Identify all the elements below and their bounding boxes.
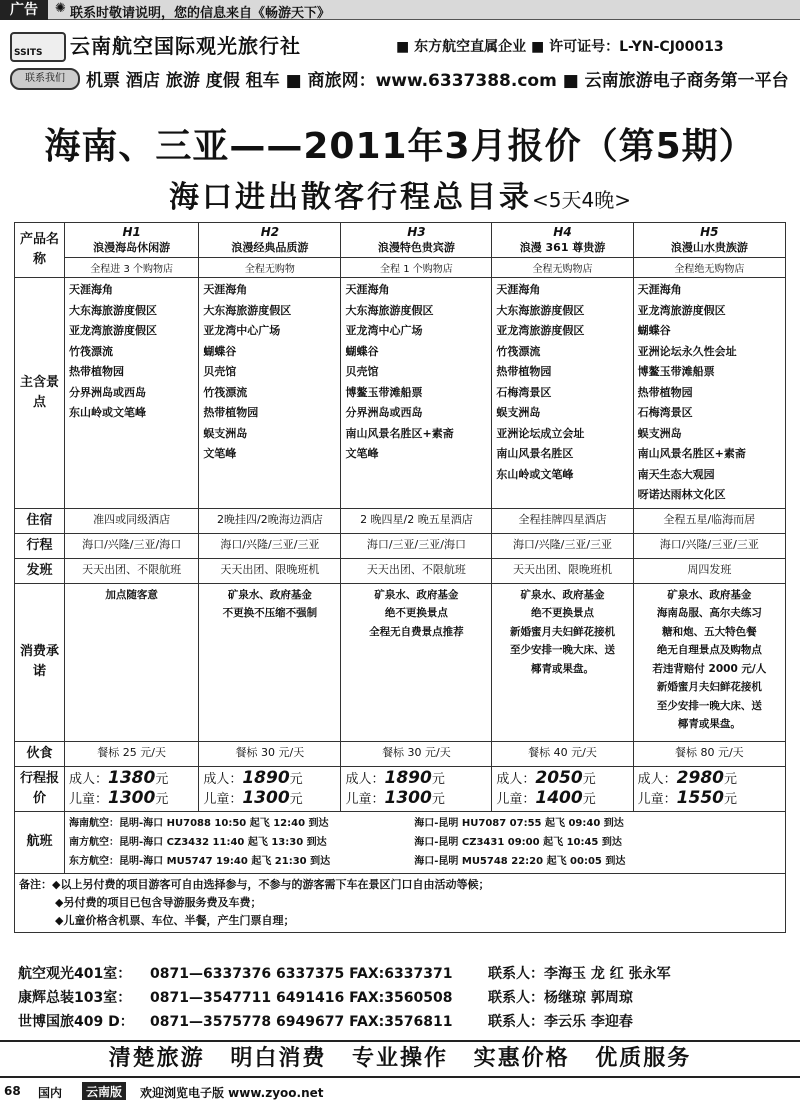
spot-item: 博鳌玉带滩船票 — [345, 385, 423, 399]
adult-label: 成人： — [345, 771, 385, 787]
ad-bar — [0, 0, 800, 20]
product-code: H3 — [407, 225, 426, 239]
hotel-cell: 2晚挂四/2晚海边酒店 — [199, 508, 341, 533]
departure-cell: 周四发班 — [633, 558, 785, 583]
meals-cell: 餐标 80 元/天 — [633, 741, 785, 766]
promise-item: 绝不更换景点 — [531, 607, 594, 619]
contact-people: 联系人：李海玉 龙 红 张永军 — [488, 966, 671, 982]
contact-row — [18, 962, 788, 986]
label-route: 行程 — [15, 533, 65, 558]
product-name: 浪漫特色贵宾游 — [377, 241, 455, 254]
shop-note: 全程 1 个购物店 — [341, 257, 491, 275]
spot-item: 文笔峰 — [345, 447, 379, 460]
price-unit: 元 — [431, 771, 445, 787]
spot-item: 蜈支洲岛 — [203, 426, 248, 440]
product-cell — [633, 223, 785, 278]
agency-name: 云南航空国际观光旅行社 — [70, 34, 301, 58]
edition-badge: 云南版 — [82, 1082, 126, 1100]
promise-item: 矿泉水、政府基金 — [667, 588, 752, 601]
promise-item: 矿泉水、政府基金 — [374, 588, 459, 601]
notes-cell — [15, 873, 786, 932]
row-route — [15, 533, 786, 558]
promise-item: 绝无自理景点及购物点 — [656, 644, 762, 656]
spot-item: 分界洲岛或西岛 — [345, 406, 423, 419]
section-label: 国内 — [38, 1086, 63, 1100]
adult-price — [69, 769, 194, 789]
page-title: 海南、三亚——2011年3月报价（第5期） — [44, 126, 756, 167]
spot-item: 大东海旅游度假区 — [69, 303, 157, 317]
child-label: 儿童： — [637, 791, 677, 807]
contact-row — [18, 986, 788, 1010]
row-hotel — [15, 508, 786, 533]
price-unit: 元 — [724, 771, 738, 787]
promise-item: 海南岛服、高尔夫练习 — [656, 607, 762, 619]
row-price — [15, 766, 786, 811]
logo-text: SSITS — [14, 48, 43, 58]
promise-item: 新婚蜜月夫妇鲜花接机 — [510, 625, 615, 638]
flight-row: 海南航空：昆明-海口 HU7088 10:50 起飞 12:40 到达 — [69, 817, 329, 829]
label-hotel: 住宿 — [15, 508, 65, 533]
contacts-block — [18, 962, 788, 1034]
spots-cell — [199, 278, 341, 509]
product-code: H5 — [700, 225, 719, 239]
meals-cell: 餐标 30 元/天 — [341, 741, 492, 766]
child-price — [638, 789, 781, 809]
product-name: 浪漫经典品质游 — [231, 241, 309, 254]
flights-outbound — [69, 814, 411, 871]
route-cell: 海口/兴隆/三亚/海口 — [65, 533, 199, 558]
agency-services: 机票 酒店 旅游 度假 租车 ■ 商旅网：www.6337388.com ■ 云南旅游电子商务第一平台 — [86, 71, 789, 91]
page-subtitle — [0, 172, 800, 216]
agency-logo — [10, 32, 66, 62]
child-amount: 1300 — [242, 787, 290, 808]
spot-item: 贝壳馆 — [345, 365, 379, 378]
adult-amount: 1890 — [242, 767, 290, 788]
label-meals: 伙食 — [15, 741, 65, 766]
page-footer — [0, 1082, 800, 1100]
spot-item: 亚龙湾旅游度假区 — [69, 324, 157, 337]
departure-cell: 天天出团、不限航班 — [65, 558, 199, 583]
adult-amount: 2050 — [535, 767, 583, 788]
route-cell: 海口/三亚/三亚/海口 — [341, 533, 492, 558]
child-amount: 1400 — [535, 787, 583, 808]
spots-cell — [65, 278, 199, 509]
flight-row: 南方航空：昆明-海口 CZ3432 11:40 起飞 13:30 到达 — [69, 836, 327, 848]
product-cell — [492, 223, 633, 278]
promise-item: 绝不更换景点 — [384, 607, 448, 619]
price-unit: 元 — [155, 791, 169, 807]
promise-item: 糖和炮、五大特色餐 — [662, 625, 757, 638]
spot-item: 文笔峰 — [203, 447, 237, 460]
hotel-cell: 全程挂牌四星酒店 — [492, 508, 633, 533]
price-unit: 元 — [155, 771, 169, 787]
spot-item: 大东海旅游度假区 — [345, 303, 434, 317]
spot-item: 竹筏漂流 — [496, 344, 541, 358]
page-number: 68 — [4, 1084, 21, 1098]
contact-tel: 0871—3575778 6949677 FAX:3576811 — [150, 1014, 453, 1030]
ad-text: 联系时敬请说明，您的信息来自《畅游天下》 — [70, 6, 331, 21]
spot-item: 蝴蝶谷 — [345, 344, 379, 358]
price-unit: 元 — [582, 771, 596, 787]
child-label: 儿童： — [69, 791, 109, 807]
shop-note: 全程绝无购物店 — [634, 257, 785, 275]
spot-item: 亚洲论坛永久性会址 — [637, 344, 737, 358]
spot-item: 亚龙湾中心广场 — [203, 324, 281, 337]
promise-item: 全程无自费景点推荐 — [369, 625, 464, 638]
adult-price — [203, 769, 336, 789]
adult-label: 成人： — [69, 771, 109, 787]
spots-cell — [633, 278, 785, 509]
spot-item: 呀诺达雨林文化区 — [637, 488, 726, 501]
agency-header — [6, 28, 796, 98]
product-code: H1 — [122, 225, 141, 239]
row-notes — [15, 873, 786, 932]
adult-label: 成人： — [203, 771, 243, 787]
spot-item: 蜈支洲岛 — [496, 406, 541, 419]
row-promise — [15, 583, 786, 741]
flights-cell — [65, 811, 786, 873]
hotel-cell: 准四或同级酒店 — [65, 508, 199, 533]
promise-item: 至少安排一晚大床、送 — [510, 644, 615, 656]
price-unit: 元 — [582, 791, 596, 807]
promise-item: 椰青或果盘。 — [677, 718, 741, 730]
spot-item: 博鳌玉带滩船票 — [637, 365, 715, 378]
adult-price — [638, 769, 781, 789]
spot-item: 南天生态大观园 — [637, 467, 715, 481]
spot-item: 蝴蝶谷 — [637, 324, 671, 337]
note-line: ◆儿童价格含机票、车位、半餐，产生门票自理； — [55, 913, 295, 927]
adult-price — [345, 769, 487, 789]
label-price: 行程报价 — [15, 766, 65, 811]
product-name: 浪漫 361 尊贵游 — [519, 241, 606, 254]
label-spots: 主含景点 — [15, 278, 65, 509]
spot-item: 热带植物园 — [496, 365, 552, 378]
price-unit: 元 — [724, 791, 738, 807]
contact-people: 联系人：李云乐 李迎春 — [488, 1014, 633, 1030]
shop-note: 全程无购物店 — [492, 257, 632, 275]
notes-label: 备注： — [19, 877, 52, 891]
spot-item: 竹筏漂流 — [203, 385, 248, 399]
spot-item: 蜈支洲岛 — [637, 426, 682, 440]
adult-amount: 2980 — [676, 767, 724, 788]
spots-cell — [492, 278, 633, 509]
price-cell — [492, 766, 633, 811]
promise-item: 椰青或果盘。 — [531, 662, 594, 675]
price-unit: 元 — [431, 791, 445, 807]
child-amount: 1300 — [384, 787, 432, 808]
spot-item: 天涯海角 — [496, 283, 541, 296]
spot-item: 石梅湾景区 — [637, 406, 693, 419]
product-cell — [199, 223, 341, 278]
promise-item: 不更换不压缩不强制 — [222, 607, 318, 619]
adult-amount: 1890 — [384, 767, 432, 788]
spot-item: 南山风景名胜区 — [496, 447, 574, 460]
product-name: 浪漫山水贵族游 — [670, 241, 748, 254]
price-cell — [65, 766, 199, 811]
spot-item: 天涯海角 — [345, 283, 390, 296]
label-departure: 发班 — [15, 558, 65, 583]
spot-item: 蝴蝶谷 — [203, 344, 237, 358]
product-code: H4 — [553, 225, 572, 239]
subtitle-text: 海口进出散客行程总目录 — [169, 180, 533, 215]
promise-cell — [633, 583, 785, 741]
label-promise: 消费承诺 — [15, 583, 65, 741]
shop-note: 全程无购物 — [199, 257, 340, 275]
spot-item: 东山岭或文笔峰 — [496, 467, 574, 481]
departure-cell: 天天出团、限晚班机 — [199, 558, 341, 583]
child-amount: 1300 — [108, 787, 156, 808]
adult-price — [496, 769, 628, 789]
row-departure — [15, 558, 786, 583]
contact-people: 联系人：杨继琼 郭周琼 — [488, 990, 633, 1006]
row-spots — [15, 278, 786, 509]
adult-amount: 1380 — [108, 767, 156, 788]
itinerary-table — [14, 222, 786, 933]
spot-item: 南山风景名胜区+素斋 — [345, 426, 454, 440]
promise-item: 矿泉水、政府基金 — [227, 588, 312, 601]
child-price — [69, 789, 194, 809]
note-line — [19, 876, 781, 894]
promise-cell — [65, 583, 199, 741]
spot-item: 天涯海角 — [203, 283, 248, 296]
price-unit: 元 — [289, 771, 303, 787]
flight-row: 海口-昆明 MU5748 22:20 起飞 00:05 到达 — [414, 855, 626, 867]
route-cell: 海口/兴隆/三亚/三亚 — [633, 533, 785, 558]
promise-item: 若违背赔付 2000 元/人 — [652, 662, 767, 675]
row-flights — [15, 811, 786, 873]
product-code: H2 — [260, 225, 280, 239]
product-cell — [65, 223, 199, 278]
flights-return — [414, 814, 756, 871]
hotel-cell: 全程五星/临海而居 — [633, 508, 785, 533]
subtitle-duration: <5天4晚> — [532, 188, 631, 212]
adult-label: 成人： — [496, 771, 536, 787]
hotel-cell: 2 晚四星/2 晚五星酒店 — [341, 508, 492, 533]
child-label: 儿童： — [203, 791, 243, 807]
contact-tel: 0871—3547711 6491416 FAX:3560508 — [150, 990, 453, 1006]
flight-row: 海口-昆明 CZ3431 09:00 起飞 10:45 到达 — [414, 836, 622, 848]
child-label: 儿童： — [345, 791, 385, 807]
spot-item: 亚龙湾旅游度假区 — [637, 303, 726, 317]
spot-item: 天涯海角 — [637, 283, 682, 296]
flight-row: 海口-昆明 HU7087 07:55 起飞 09:40 到达 — [414, 817, 624, 829]
spot-item: 亚龙湾旅游度假区 — [496, 324, 585, 337]
promise-cell — [492, 583, 633, 741]
child-price — [203, 789, 336, 809]
spot-item: 热带植物园 — [69, 365, 124, 378]
spot-item: 热带植物园 — [203, 406, 259, 419]
sun-icon: ✺ — [55, 1, 66, 16]
spot-item: 竹筏漂流 — [69, 344, 113, 358]
contact-office: 航空观光401室： — [18, 966, 132, 982]
website-text: 欢迎浏览电子版 www.zyoo.net — [140, 1086, 324, 1100]
adult-label: 成人： — [637, 771, 677, 787]
contact-office: 世博国旅409 D： — [18, 1014, 134, 1030]
label-product: 产品名称 — [15, 223, 65, 278]
contact-badge: 联系我们 — [10, 68, 80, 90]
promise-item: 新婚蜜月夫妇鲜花接机 — [656, 681, 762, 693]
promise-cell — [199, 583, 341, 741]
price-cell — [199, 766, 341, 811]
contact-row — [18, 1010, 788, 1034]
promise-item: 矿泉水、政府基金 — [520, 588, 605, 601]
note-text: ◆以上另付费的项目游客可自由选择参与，不参与的游客需下车在景区门口自由活动等候； — [52, 877, 490, 891]
product-name: 浪漫海岛休闲游 — [93, 241, 171, 254]
flight-row: 东方航空：昆明-海口 MU5747 19:40 起飞 21:30 到达 — [69, 855, 331, 867]
note-line: ◆另付费的项目已包含导游服务费及车费； — [55, 895, 262, 909]
slogan: 清楚旅游 明白消费 专业操作 实惠价格 优质服务 — [0, 1040, 800, 1078]
promise-cell — [341, 583, 492, 741]
spot-item: 亚龙湾中心广场 — [345, 324, 423, 337]
spot-item: 南山风景名胜区+素斋 — [637, 447, 746, 460]
promise-item: 至少安排一晚大床、送 — [656, 699, 762, 712]
agency-affiliation: ■ 东方航空直属企业 ■ 许可证号：L-YN-CJ00013 — [396, 39, 724, 55]
spot-item: 东山岭或文笔峰 — [69, 406, 146, 419]
meals-cell: 餐标 25 元/天 — [65, 741, 199, 766]
spot-item: 大东海旅游度假区 — [496, 303, 585, 317]
spot-item: 热带植物园 — [637, 385, 693, 399]
contact-tel: 0871—6337376 6337375 FAX:6337371 — [150, 966, 453, 982]
ad-tag: 广告 — [0, 0, 48, 20]
spot-item: 天涯海角 — [69, 283, 113, 296]
label-flights: 航班 — [15, 811, 65, 873]
product-cell — [341, 223, 492, 278]
contact-office: 康辉总装103室： — [18, 990, 132, 1006]
spot-item: 亚洲论坛成立会址 — [496, 426, 585, 440]
spot-item: 分界洲岛或西岛 — [69, 385, 146, 399]
child-price — [496, 789, 628, 809]
route-cell: 海口/兴隆/三亚/三亚 — [492, 533, 633, 558]
departure-cell: 天天出团、不限航班 — [341, 558, 492, 583]
promise-item: 加点随客意 — [105, 588, 158, 601]
child-price — [345, 789, 487, 809]
spots-cell — [341, 278, 492, 509]
child-amount: 1550 — [676, 787, 724, 808]
meals-cell: 餐标 30 元/天 — [199, 741, 341, 766]
row-meals — [15, 741, 786, 766]
price-cell — [341, 766, 492, 811]
row-product — [15, 223, 786, 278]
departure-cell: 天天出团、限晚班机 — [492, 558, 633, 583]
shop-note: 全程进 3 个购物店 — [65, 257, 198, 275]
route-cell: 海口/兴隆/三亚/三亚 — [199, 533, 341, 558]
spot-item: 石梅湾景区 — [496, 385, 552, 399]
child-label: 儿童： — [496, 791, 536, 807]
price-unit: 元 — [289, 791, 303, 807]
price-cell — [633, 766, 785, 811]
spot-item: 贝壳馆 — [203, 365, 237, 378]
spot-item: 大东海旅游度假区 — [203, 303, 292, 317]
meals-cell: 餐标 40 元/天 — [492, 741, 633, 766]
